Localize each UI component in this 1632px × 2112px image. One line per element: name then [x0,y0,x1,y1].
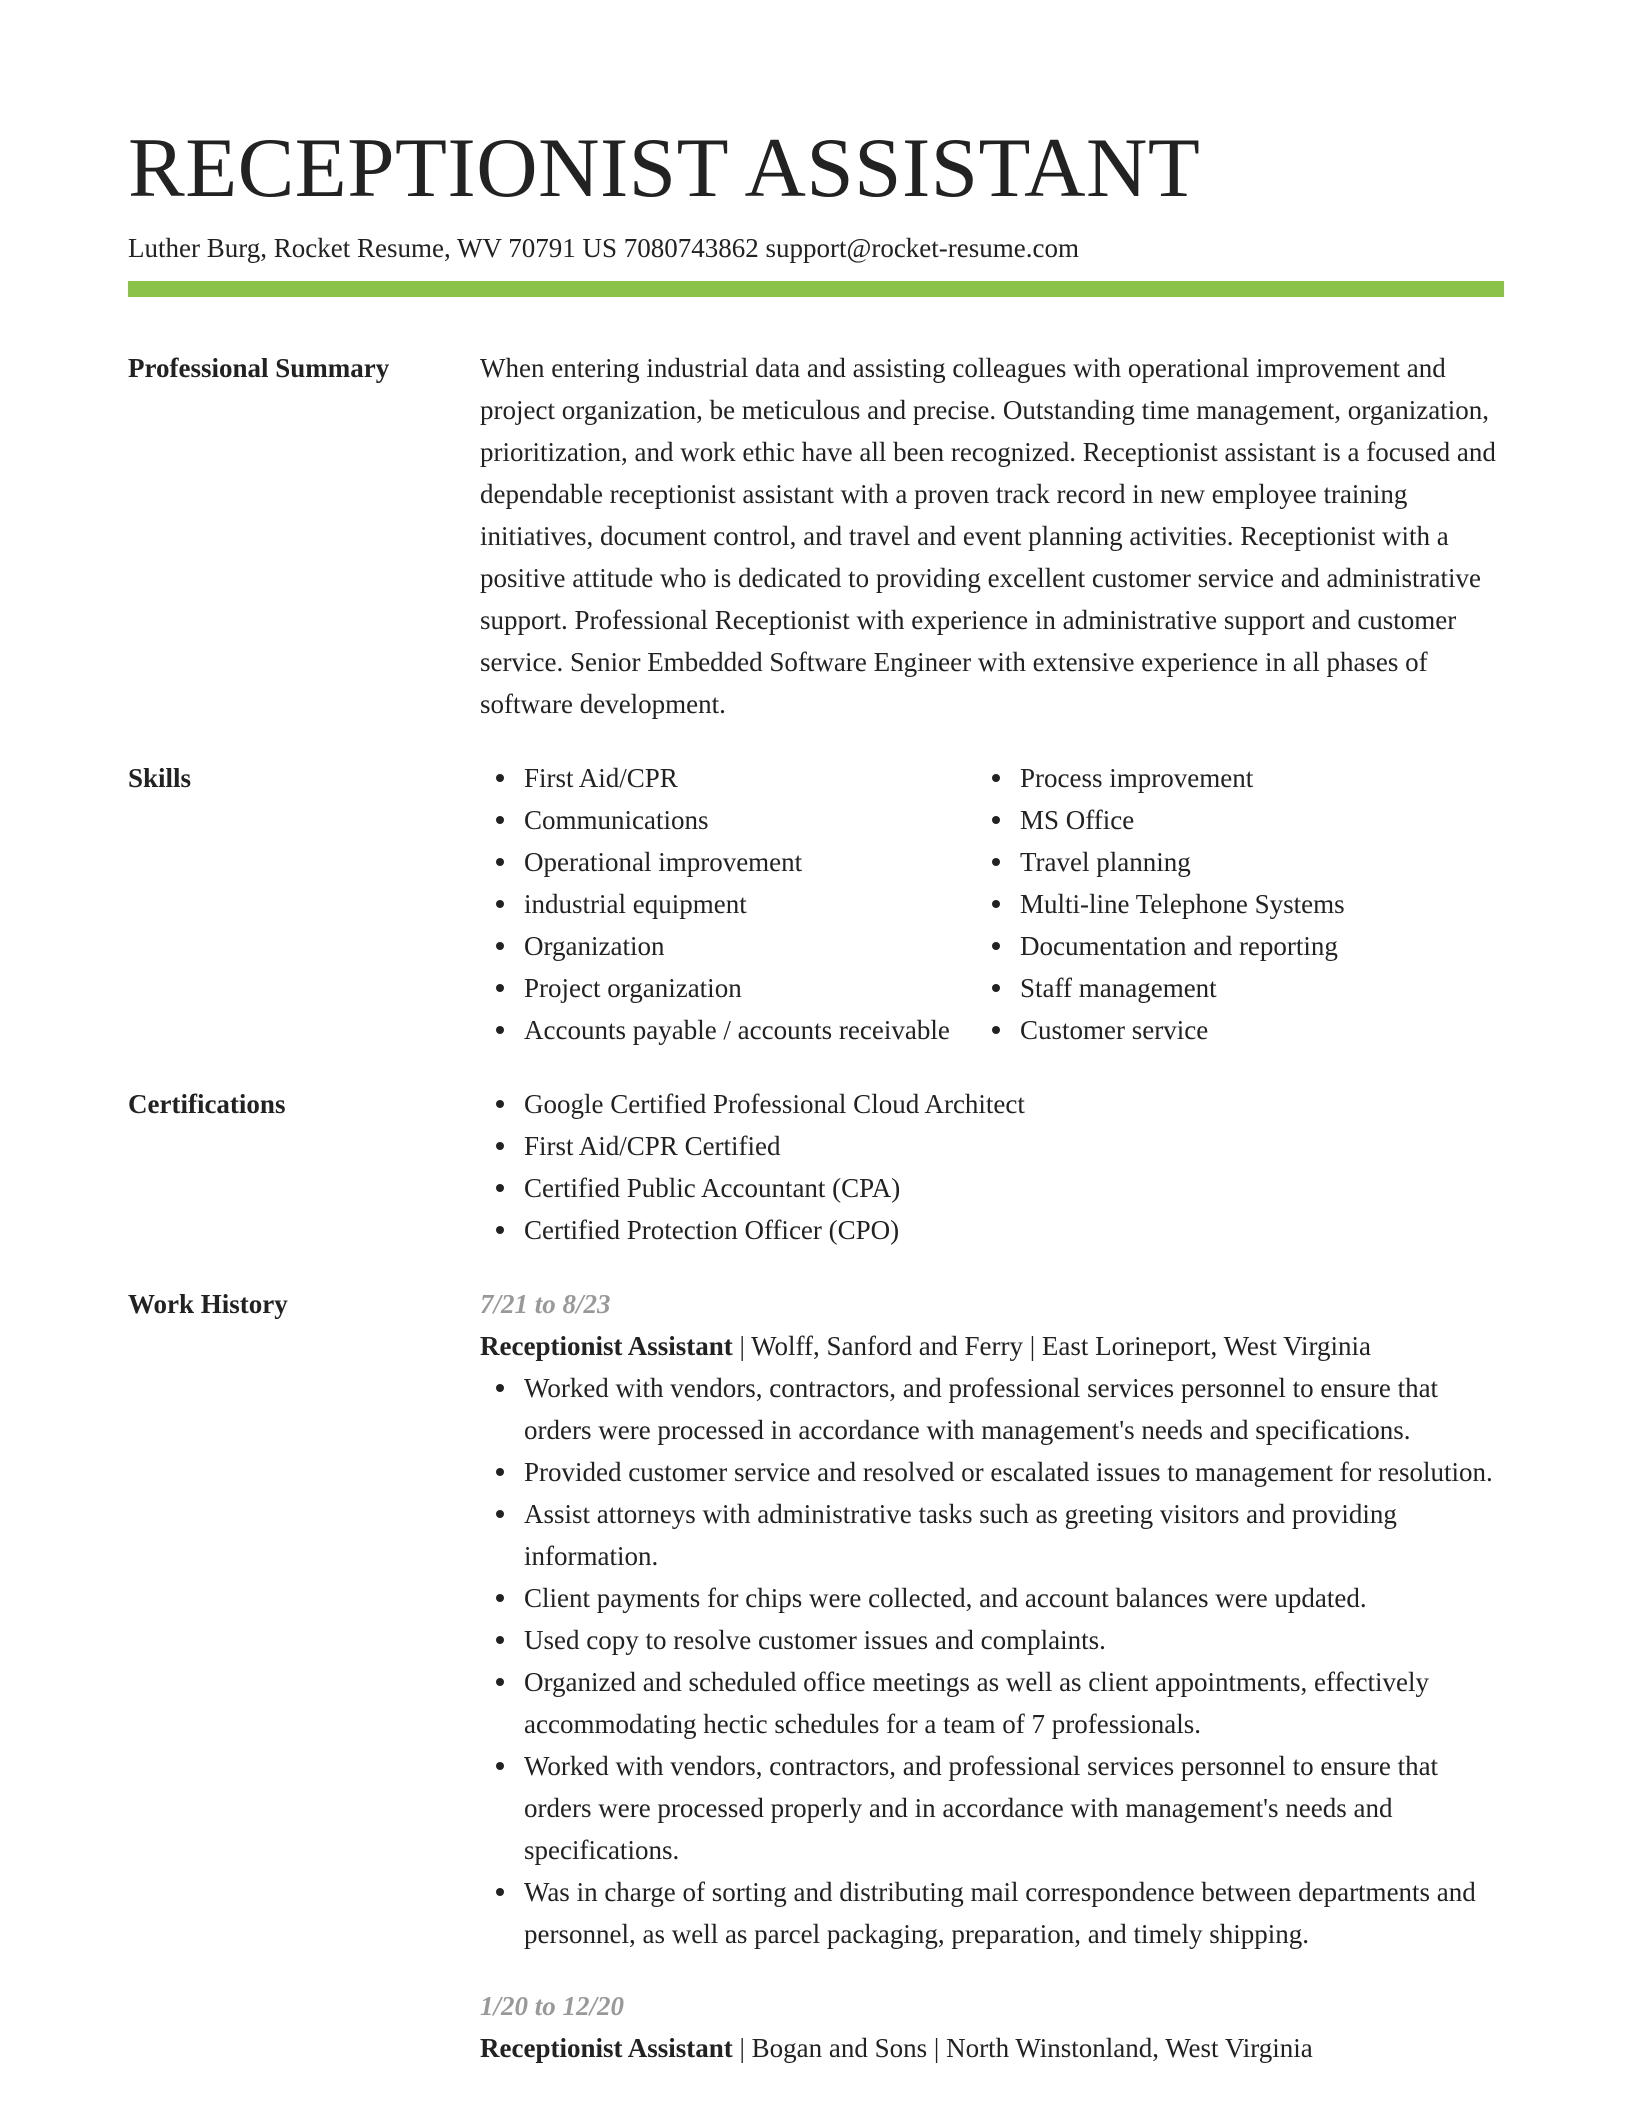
job-bullet: Organized and scheduled office meetings as well as client appointments, effectively accommodating hectic schedules for a team of 7 professionals. [524,1661,1504,1745]
skill-item: Multi-line Telephone Systems [1020,883,1504,925]
certification-item: Google Certified Professional Cloud Architect [524,1083,1504,1125]
job-dates: 7/21 to 8/23 [480,1289,611,1319]
skill-item: Documentation and reporting [1020,925,1504,967]
skill-item: Communications [524,799,984,841]
certifications-section [128,1083,1504,1251]
skills-section [128,757,1504,1051]
skill-item: industrial equipment [524,883,984,925]
job-bullet: Was in charge of sorting and distributing mail correspondence between departments and personnel, as well as parcel packaging, preparation, and timely shipping. [524,1871,1504,1955]
skills-column-1 [480,757,984,1051]
job-company-location: | Bogan and Sons | North Winstonland, West Virginia [732,2033,1313,2063]
skill-item: Travel planning [1020,841,1504,883]
accent-divider [128,281,1504,297]
job-bullet: Client payments for chips were collected, and account balances were updated. [524,1577,1504,1619]
work-history-label: Work History [128,1289,288,1319]
work-history-section [128,1283,1504,2069]
skills-label: Skills [128,763,192,793]
summary-section [128,347,1504,725]
skills-column-2 [984,757,1504,1051]
certifications-body [480,1083,1504,1251]
skill-item: First Aid/CPR [524,757,984,799]
skills-grid [480,757,1504,1051]
certification-item: Certified Public Accountant (CPA) [524,1167,1504,1209]
summary-label: Professional Summary [128,353,390,383]
job-company-location: | Wolff, Sanford and Ferry | East Lorineport, West Virginia [732,1331,1372,1361]
skill-item: Project organization [524,967,984,1009]
skill-item: Accounts payable / accounts receivable [524,1009,984,1051]
job-heading [480,2027,1504,2069]
job-bullet: Provided customer service and resolved or escalated issues to management for resolution. [524,1451,1504,1493]
skill-item: Customer service [1020,1009,1504,1051]
skill-item: MS Office [1020,799,1504,841]
skill-item: Process improvement [1020,757,1504,799]
work-history-body [480,1283,1504,2069]
resume-page [128,0,1504,2069]
skill-item: Staff management [1020,967,1504,1009]
job-bullet: Worked with vendors, contractors, and professional services personnel to ensure that orders were processed properly and in accordance with management's needs and specifications. [524,1745,1504,1871]
summary-body [480,347,1504,725]
job-entry [480,1283,1504,1955]
skill-item: Operational improvement [524,841,984,883]
summary-text: When entering industrial data and assisting colleagues with operational improvement and project organization, be meticulous and precise. Outstanding time management, organization, prioritization, and work ethic have all been recognized. Receptionist assistant is a focused and dependable receptionist assistant with a proven track record in new employee training initiatives, document control, and travel and event planning activities. Receptionist with a positive attitude who is dedicated to providing excellent customer service and administrative support. Professional Receptionist with experience in administrative support and customer service. Senior Embedded Software Engineer with extensive experience in all phases of software development. [480,353,1496,719]
job-heading [480,1325,1504,1367]
skills-body [480,757,1504,1051]
page-title: RECEPTIONIST ASSISTANT [128,121,1201,215]
job-entry [480,1985,1504,2069]
job-role: Receptionist Assistant [480,1331,733,1361]
certifications-list [480,1083,1504,1251]
certification-item: First Aid/CPR Certified [524,1125,1504,1167]
contact-line: Luther Burg, Rocket Resume, WV 70791 US 7080743862 support@rocket-resume.com [128,233,1079,263]
job-bullets [480,1367,1504,1955]
skills-list-1 [480,757,984,1051]
job-bullet: Worked with vendors, contractors, and professional services personnel to ensure that orders were processed in accordance with management's needs and specifications. [524,1367,1504,1451]
job-bullet: Assist attorneys with administrative tasks such as greeting visitors and providing information. [524,1493,1504,1577]
job-dates: 1/20 to 12/20 [480,1991,625,2021]
skills-list-2 [984,757,1504,1051]
skill-item: Organization [524,925,984,967]
certification-item: Certified Protection Officer (CPO) [524,1209,1504,1251]
job-bullet: Used copy to resolve customer issues and complaints. [524,1619,1504,1661]
certifications-label: Certifications [128,1089,286,1119]
job-role: Receptionist Assistant [480,2033,733,2063]
